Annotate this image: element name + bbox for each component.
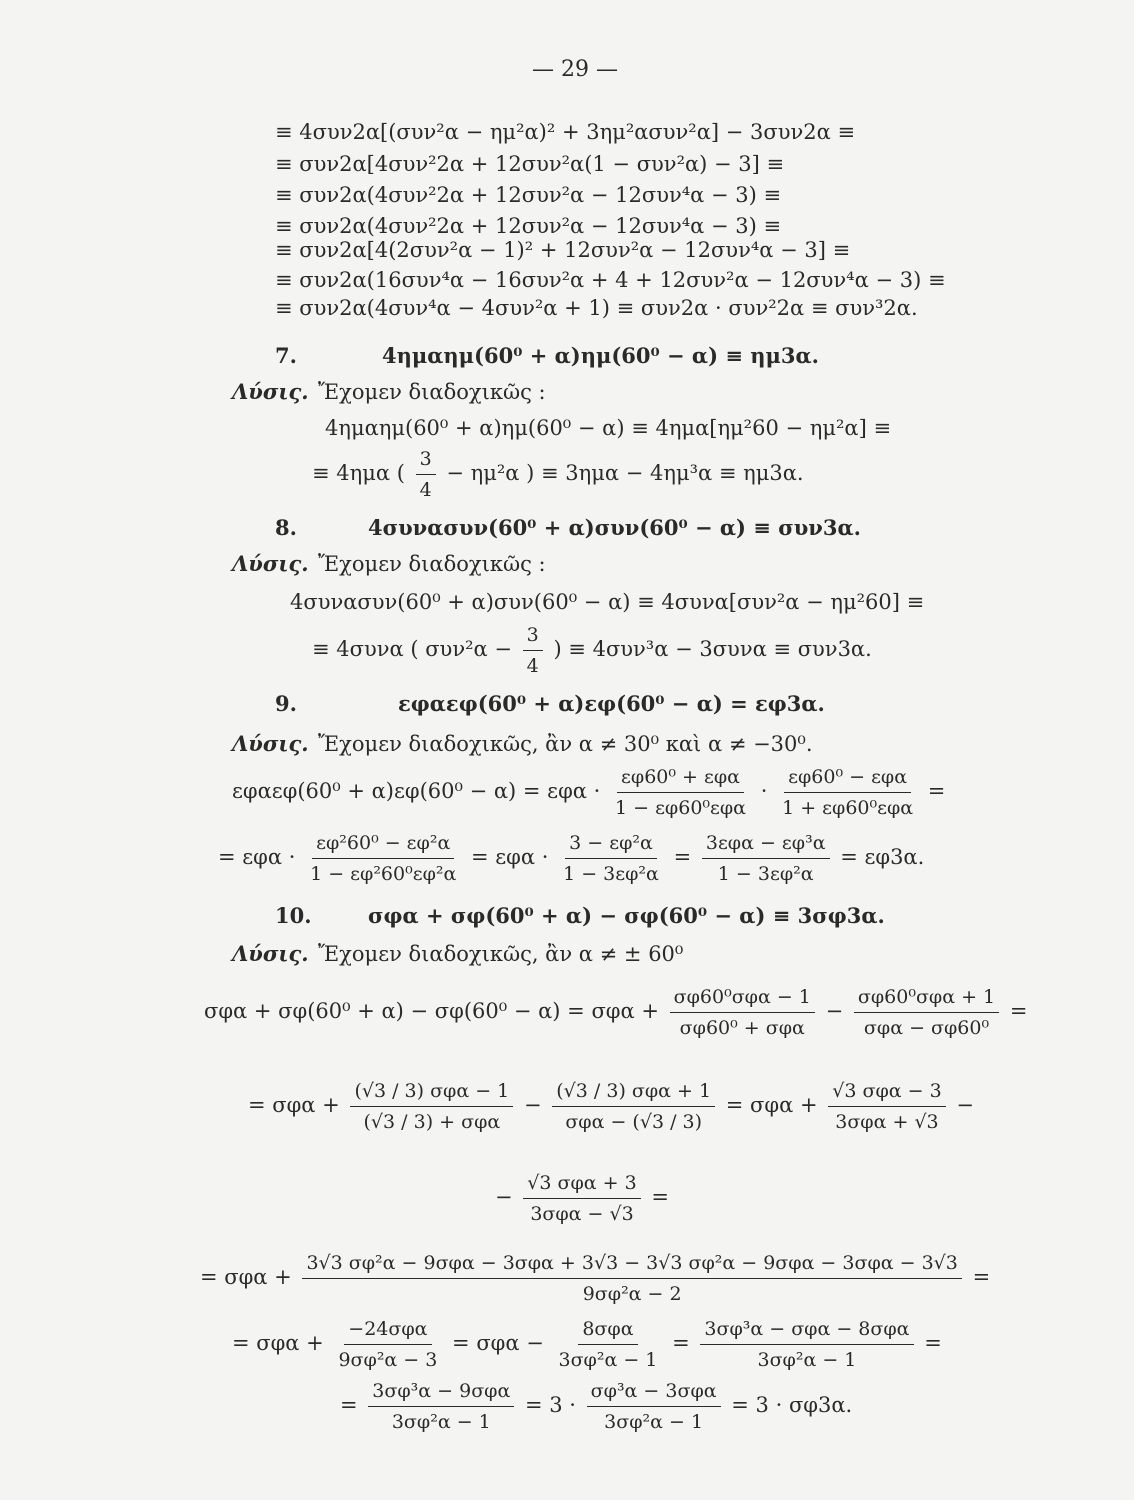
fraction-numerator: 3 xyxy=(416,446,436,475)
fraction-root-three-d xyxy=(523,1170,640,1227)
minus-sign: − xyxy=(825,999,844,1023)
exercise-7-statement: 4ημαημ(60⁰ + α)ημ(60⁰ − α) ≡ ημ3α. xyxy=(382,343,819,368)
exercise-7-intro: Ἔχομεν διαδοχικῶς : xyxy=(318,380,546,404)
fraction-numerator: √3 σφα − 3 xyxy=(828,1078,945,1107)
fraction-denominator: (√3 / 3) + σφα xyxy=(363,1111,501,1133)
exercise-9-solution-label: Λύσις. xyxy=(232,731,309,756)
derivation-line-7: ≡ συν2α(4συν⁴α − 4συν²α + 1) ≡ συν2α · συν²2α ≡ συν³2α. xyxy=(275,296,918,320)
fraction-numerator: σφ60⁰σφα + 1 xyxy=(854,984,999,1013)
exercise-10-line-5-lhs: = σφα + xyxy=(232,1331,324,1355)
fraction-denominator: 1 + εφ60⁰εφα xyxy=(782,797,914,819)
fraction-denominator: 3σφα − √3 xyxy=(530,1203,634,1225)
page-number: — 29 — xyxy=(532,57,618,82)
fraction-numerator: 3 − εφ²α xyxy=(565,830,657,859)
exercise-8-line-2-pre: ≡ 4συνα ( συν²α − xyxy=(312,637,512,661)
fraction-denominator: 3σφ²α − 1 xyxy=(391,1411,491,1433)
fraction-denominator: 3σφα + √3 xyxy=(835,1111,939,1133)
fraction-numerator: −24σφα xyxy=(344,1316,431,1345)
exercise-8-solution-label: Λύσις. xyxy=(232,551,309,576)
fraction-numerator: εφ²60⁰ − εφ²α xyxy=(312,830,454,859)
exercise-7-solution-label: Λύσις. xyxy=(232,379,309,404)
fraction-numerator: 3√3 σφ²α − 9σφα − 3σφα + 3√3 − 3√3 σφ²α − 9σφα − 3σφα − 3√3 xyxy=(302,1250,961,1279)
exercise-9-line-2-lhs: = εφα · xyxy=(218,845,296,869)
fraction-triple-tan xyxy=(702,830,830,887)
exercise-9-statement: εφαεφ(60⁰ + α)εφ(60⁰ − α) = εφ3α. xyxy=(398,691,825,716)
exercise-10-line-2-lhs: = σφα + xyxy=(248,1093,340,1117)
derivation-line-1: ≡ 4συν2α[(συν²α − ημ²α)² + 3ημ²ασυν²α] − 3συν2α ≡ xyxy=(275,120,856,144)
exercise-10-number: 10. xyxy=(275,903,312,928)
exercise-9-line-2-end: = εφ3α. xyxy=(840,845,925,869)
derivation-line-3: ≡ συν2α(4συν²2α + 12συν²α − 12συν⁴α − 3) ≡ xyxy=(275,183,782,207)
exercise-9-line-2 xyxy=(218,830,924,887)
equals-sign: = xyxy=(972,1265,991,1289)
exercise-7-number: 7. xyxy=(275,343,297,368)
fraction-three-quarters xyxy=(416,446,436,503)
fraction-denominator: 1 − εφ²60⁰εφ²α xyxy=(310,863,457,885)
exercise-10-line-5 xyxy=(232,1316,942,1373)
exercise-10-solution-label: Λύσις. xyxy=(232,941,309,966)
exercise-10-statement: σφα + σφ(60⁰ + α) − σφ(60⁰ − α) ≡ 3σφ3α. xyxy=(368,903,885,928)
equals-sign: = xyxy=(672,1331,690,1355)
multiply-dot: · xyxy=(760,779,768,803)
exercise-9-line-1 xyxy=(232,764,945,821)
equals-sign: = xyxy=(927,779,946,803)
equals-sign: = xyxy=(651,1185,670,1209)
derivation-line-2: ≡ συν2α[4συν²2α + 12συν²α(1 − συν²α) − 3] ≡ xyxy=(275,152,785,176)
fraction-denominator: 4 xyxy=(526,655,539,677)
exercise-10-intro: Ἔχομεν διαδοχικῶς, ἂν α ≠ ± 60⁰ xyxy=(318,942,684,966)
exercise-9-intro: Ἔχομεν διαδοχικῶς, ἂν α ≠ 30⁰ καὶ α ≠ −30⁰. xyxy=(318,732,813,756)
equals-sign: = xyxy=(924,1331,942,1355)
equals-sign: = xyxy=(673,845,692,869)
minus-sign: − xyxy=(523,1093,542,1117)
fraction-denominator: σφα − σφ60⁰ xyxy=(863,1017,990,1039)
exercise-10-line-6-mid: = 3 · xyxy=(525,1393,576,1417)
exercise-10-line-3 xyxy=(495,1170,669,1227)
fraction-three-minus xyxy=(559,830,663,887)
fraction-denominator: 9σφ²α − 3 xyxy=(338,1349,438,1371)
fraction-denominator: 1 − εφ60⁰εφα xyxy=(615,797,747,819)
exercise-10-line-1-lhs: σφα + σφ(60⁰ + α) − σφ(60⁰ − α) = σφα + xyxy=(204,999,659,1023)
exercise-7-line-2-pre: ≡ 4ημα ( xyxy=(312,461,405,485)
fraction-denominator: 3σφ²α − 1 xyxy=(558,1349,658,1371)
exercise-10-line-4 xyxy=(200,1250,990,1307)
minus-sign: − xyxy=(495,1185,513,1209)
exercise-7-line-1: 4ημαημ(60⁰ + α)ημ(60⁰ − α) ≡ 4ημα[ημ²60 − ημ²α] ≡ xyxy=(325,416,892,440)
exercise-10-line-6-end: = 3 · σφ3α. xyxy=(731,1393,853,1417)
exercise-10-line-4-lhs: = σφα + xyxy=(200,1265,292,1289)
fraction-tan-difference xyxy=(778,764,917,821)
fraction-numerator: (√3 / 3) σφα − 1 xyxy=(350,1078,513,1107)
fraction-numerator: εφ60⁰ − εφα xyxy=(784,764,911,793)
equals-sign: = xyxy=(340,1393,358,1417)
minus-sign: − xyxy=(956,1093,974,1117)
exercise-7-line-2 xyxy=(312,446,804,503)
fraction-root-three-a xyxy=(350,1078,513,1135)
fraction-numerator: εφ60⁰ + εφα xyxy=(617,764,744,793)
fraction-numerator: 8σφα xyxy=(578,1316,637,1345)
fraction-denominator: 4 xyxy=(419,479,432,501)
fraction-cot-sum xyxy=(670,984,815,1041)
fraction-denominator: 3σφ²α − 1 xyxy=(604,1411,704,1433)
exercise-10-line-5-mid: = σφα − xyxy=(452,1331,544,1355)
exercise-8-line-1: 4συνασυν(60⁰ + α)συν(60⁰ − α) ≡ 4συνα[συν²α − ημ²60] ≡ xyxy=(290,590,925,614)
exercise-7-line-2-post: − ημ²α ) ≡ 3ημα − 4ημ³α ≡ ημ3α. xyxy=(446,461,804,485)
fraction-tan-squared xyxy=(306,830,460,887)
derivation-line-4: ≡ συν2α(4συν²2α + 12συν²α − 12συν⁴α − 3) ≡ xyxy=(275,214,782,238)
fraction-numerator: σφ³α − 3σφα xyxy=(587,1378,721,1407)
fraction-cot-difference xyxy=(854,984,999,1041)
fraction-cubic-b xyxy=(368,1378,514,1435)
exercise-10-line-1 xyxy=(204,984,1027,1041)
exercise-9-line-2-mid: = εφα · xyxy=(471,845,549,869)
fraction-denominator: 1 − 3εφ²α xyxy=(563,863,659,885)
exercise-8-statement: 4συνασυν(60⁰ + α)συν(60⁰ − α) ≡ συν3α. xyxy=(368,515,861,540)
fraction-denominator: 3σφ²α − 1 xyxy=(757,1349,857,1371)
exercise-8-intro: Ἔχομεν διαδοχικῶς : xyxy=(318,552,546,576)
fraction-cubic-a xyxy=(700,1316,913,1373)
exercise-8-number: 8. xyxy=(275,515,297,540)
fraction-numerator: (√3 / 3) σφα + 1 xyxy=(552,1078,715,1107)
fraction-numerator: 3εφα − εφ³α xyxy=(702,830,830,859)
fraction-three-quarters xyxy=(523,622,543,679)
exercise-9-line-1-lhs: εφαεφ(60⁰ + α)εφ(60⁰ − α) = εφα · xyxy=(232,779,601,803)
exercise-8-line-2-post: ) ≡ 4συν³α − 3συνα ≡ συν3α. xyxy=(553,637,872,661)
fraction-denominator: 1 − 3εφ²α xyxy=(717,863,814,885)
fraction-numerator: √3 σφα + 3 xyxy=(523,1170,640,1199)
derivation-line-6: ≡ συν2α(16συν⁴α − 16συν²α + 4 + 12συν²α − 12συν⁴α − 3) ≡ xyxy=(275,268,946,292)
fraction-denominator: 9σφ²α − 2 xyxy=(582,1283,682,1305)
fraction-denominator: σφα − (√3 / 3) xyxy=(565,1111,703,1133)
fraction-numerator: σφ60⁰σφα − 1 xyxy=(670,984,815,1013)
fraction-root-three-b xyxy=(552,1078,715,1135)
fraction-cubic-c xyxy=(587,1378,721,1435)
exercise-10-line-2 xyxy=(248,1078,974,1135)
exercise-8-line-2 xyxy=(312,622,872,679)
fraction-root-three-c xyxy=(828,1078,945,1135)
fraction-numerator: 3σφ³α − 9σφα xyxy=(368,1378,514,1407)
fraction-tan-sum xyxy=(611,764,750,821)
fraction-minus-24 xyxy=(334,1316,441,1373)
exercise-9-number: 9. xyxy=(275,691,297,716)
derivation-line-5: ≡ συν2α[4(2συν²α − 1)² + 12συν²α − 12συν⁴α − 3] ≡ xyxy=(275,238,851,262)
fraction-eight xyxy=(555,1316,662,1373)
fraction-denominator: σφ60⁰ + σφα xyxy=(679,1017,805,1039)
exercise-10-line-2-mid: = σφα + xyxy=(725,1093,818,1117)
fraction-numerator: 3 xyxy=(523,622,543,651)
exercise-10-line-6 xyxy=(340,1378,852,1435)
fraction-long-numerator xyxy=(302,1250,961,1307)
fraction-numerator: 3σφ³α − σφα − 8σφα xyxy=(700,1316,913,1345)
equals-sign: = xyxy=(1009,999,1028,1023)
